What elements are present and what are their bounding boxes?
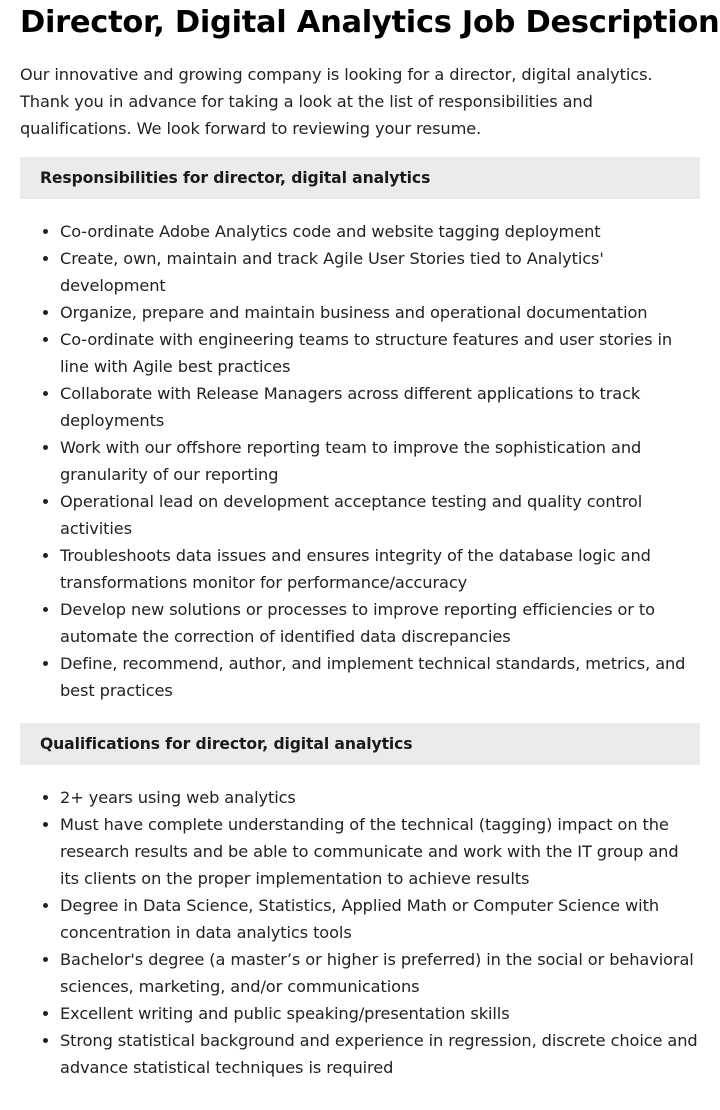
list-item: Must have complete understanding of the technical (tagging) impact on the research results and be able to communicate and work with the IT group and its clients on the proper implementation to achieve results — [60, 811, 700, 892]
list-item: Work with our offshore reporting team to improve the sophistication and granularity of our reporting — [60, 434, 700, 488]
list-item: Organize, prepare and maintain business and operational documentation — [60, 299, 700, 326]
list-item: 2+ years using web analytics — [60, 784, 700, 811]
list-item: Operational lead on development acceptance testing and quality control activities — [60, 488, 700, 542]
responsibilities-heading: Responsibilities for director, digital analytics — [20, 157, 700, 199]
list-item: Co-ordinate with engineering teams to structure features and user stories in line with Agile best practices — [60, 326, 700, 380]
intro-paragraph: Our innovative and growing company is looking for a director, digital analytics. Thank you in advance for taking a look at the list of responsibilities and qualifications. We look forward to reviewing your resume. — [20, 65, 653, 138]
page-title: Director, Digital Analytics Job Description — [20, 5, 720, 40]
list-item: Develop new solutions or processes to improve reporting efficiencies or to automate the correction of identified data discrepancies — [60, 596, 700, 650]
list-item: Define, recommend, author, and implement technical standards, metrics, and best practices — [60, 650, 700, 704]
list-item: Co-ordinate Adobe Analytics code and website tagging deployment — [60, 218, 700, 245]
list-item: Bachelor's degree (a master’s or higher is preferred) in the social or behavioral sciences, marketing, and/or communications — [60, 946, 700, 1000]
list-item: Degree in Data Science, Statistics, Applied Math or Computer Science with concentration in data analytics tools — [60, 892, 700, 946]
responsibilities-list — [20, 218, 700, 704]
qualifications-heading: Qualifications for director, digital analytics — [20, 723, 700, 765]
list-item: Collaborate with Release Managers across different applications to track deployments — [60, 380, 700, 434]
list-item: Create, own, maintain and track Agile User Stories tied to Analytics' development — [60, 245, 700, 299]
list-item: Excellent writing and public speaking/presentation skills — [60, 1000, 700, 1027]
list-item: Troubleshoots data issues and ensures integrity of the database logic and transformations monitor for performance/accuracy — [60, 542, 700, 596]
list-item: Strong statistical background and experience in regression, discrete choice and advance statistical techniques is required — [60, 1027, 700, 1081]
qualifications-list — [20, 784, 700, 1081]
